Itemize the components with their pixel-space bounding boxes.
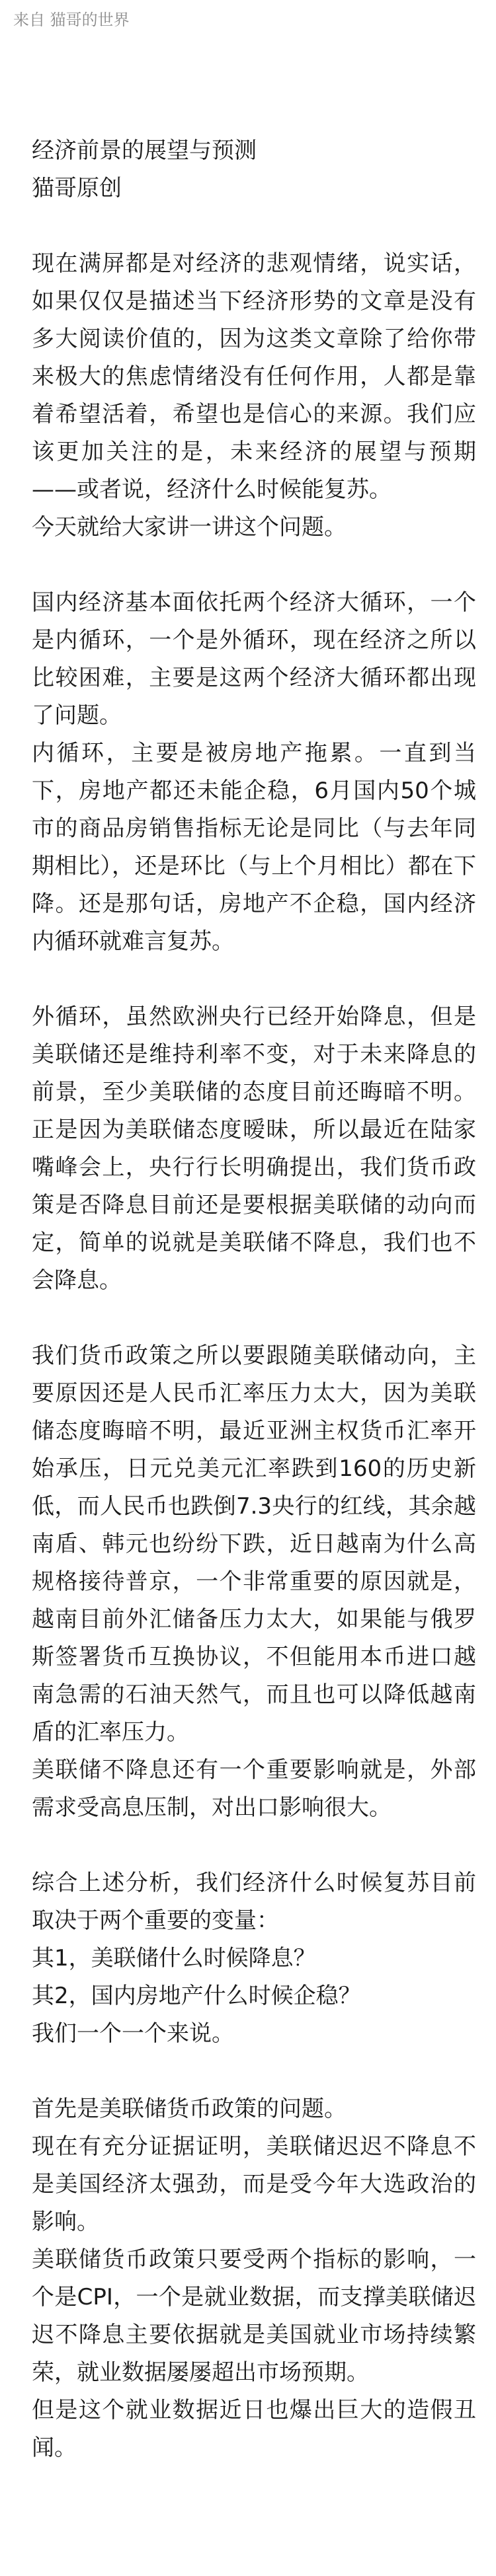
paragraph-line: 现在满屏都是对经济的悲观情绪，说实话，如果仅仅是描述当下经济形势的文章是没有多大阅读价值的，因为这类文章除了给你带来极大的焦虑情绪没有任何作用，人都是靠着希望活着，希望也是信心的来源。我们应该更加关注的是，未来经济的展望与预期——或者说，经济什么时候能复苏。 (32, 250, 476, 503)
article-header (32, 132, 476, 207)
paragraph-3 (32, 998, 476, 1300)
paragraph-line: 其2，国内房地产什么时候企稳？ (32, 1983, 361, 2009)
article-byline: 猫哥原创 (32, 175, 122, 202)
paragraph-line: 但是这个就业数据近日也爆出巨大的造假丑闻。 (32, 2397, 476, 2461)
paragraph-2 (32, 584, 476, 961)
paragraph-line: 国内经济基本面依托两个经济大循环，一个是内循环，一个是外循环，现在经济之所以比较困难，主要是这两个经济大循环都出现了问题。 (32, 589, 476, 729)
paragraph-4 (32, 1337, 476, 1827)
paragraph-line: 今天就给大家讲一讲这个问题。 (32, 514, 347, 540)
paragraph-line: 美联储不降息还有一个重要影响就是，外部需求受高息压制，对出口影响很大。 (32, 1757, 476, 1821)
paragraph-line: 其1，美联储什么时候降息？ (32, 1945, 316, 1971)
paragraph-line: 首先是美联储货币政策的问题。 (32, 2096, 347, 2122)
paragraph-5 (32, 1864, 476, 2053)
paragraph-line: 内循环，主要是被房地产拖累。一直到当下，房地产都还未能企稳，6月国内50个城市的商品房销售指标无论是同比（与去年同期相比），还是环比（与上个月相比）都在下降。还是那句话，房地产不企稳，国内经济内循环就难言复苏。 (32, 740, 476, 955)
article-body (32, 132, 476, 2505)
article-title: 经济前景的展望与预测 (32, 137, 257, 164)
paragraph-line: 外循环，虽然欧洲央行已经开始降息，但是美联储还是维持利率不变，对于未来降息的前景，至少美联储的态度目前还晦暗不明。正是因为美联储态度暧昧，所以最近在陆家嘴峰会上，央行行长明确提出，我们货币政策是否降息目前还是要根据美联储的动向而定，简单的说就是美联储不降息，我们也不会降息。 (32, 1004, 476, 1294)
paragraph-line: 现在有充分证据证明，美联储迟迟不降息不是美国经济太强劲，而是受今年大选政治的影响。 (32, 2133, 476, 2235)
paragraph-line: 综合上述分析，我们经济什么时候复苏目前取决于两个重要的变量： (32, 1870, 476, 1934)
article-source: 来自 猫哥的世界 (13, 11, 130, 29)
paragraph-1 (32, 245, 476, 546)
paragraph-6 (32, 2090, 476, 2467)
paragraph-line: 我们货币政策之所以要跟随美联储动向，主要原因还是人民币汇率压力太大，因为美联储态度晦暗不明，最近亚洲主权货币汇率开始承压，日元兑美元汇率跌到160的历史新低，而人民币也跌倒7.3央行的红线，其余越南盾、韩元也纷纷下跌，近日越南为什么高规格接待普京，一个非常重要的原因就是，越南目前外汇储备压力太大，如果能与俄罗斯签署货币互换协议，不但能用本币进口越南急需的石油天然气，而且也可以降低越南盾的汇率压力。 (32, 1343, 476, 1746)
paragraph-line: 我们一个一个来说。 (32, 2020, 234, 2047)
paragraph-line: 美联储货币政策只要受两个指标的影响，一个是CPI，一个是就业数据，而支撑美联储迟迟不降息主要依据就是美国就业市场持续繁荣，就业数据屡屡超出市场预期。 (32, 2246, 476, 2386)
